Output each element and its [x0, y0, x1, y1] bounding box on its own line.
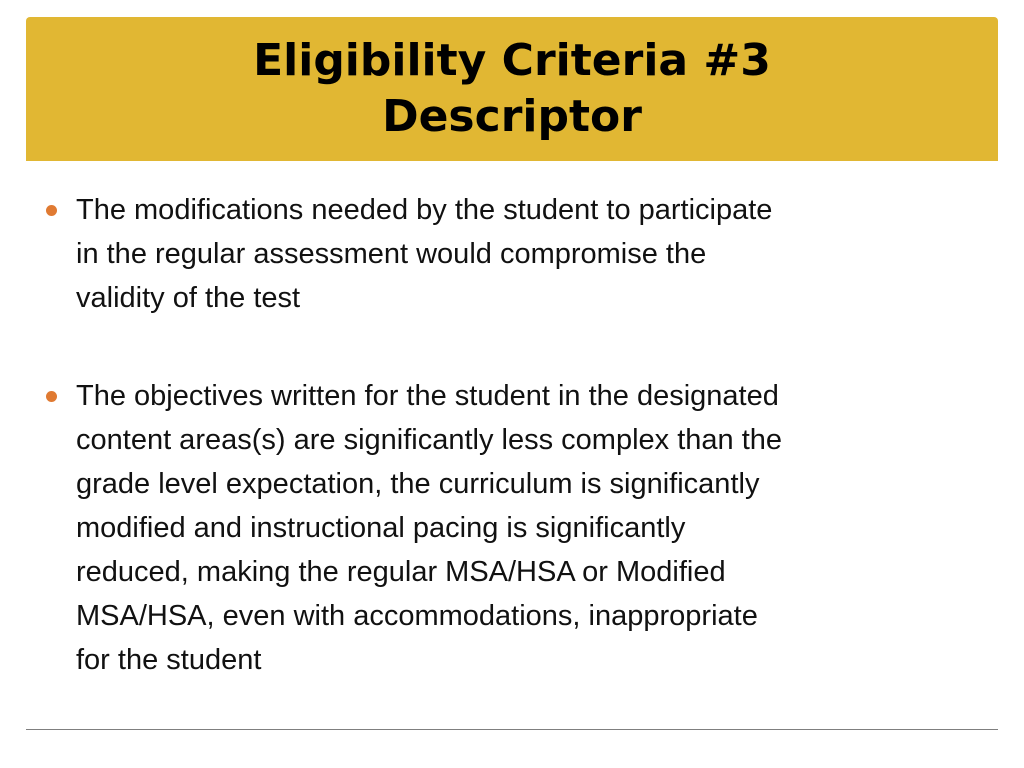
bullet-line: grade level expectation, the curriculum is significantly	[76, 468, 760, 500]
bullet-text	[76, 374, 782, 682]
bullet-list	[46, 188, 986, 736]
bullet-dot-icon	[46, 391, 57, 402]
bullet-item-objectives	[46, 374, 986, 682]
bullet-line: reduced, making the regular MSA/HSA or Modified	[76, 556, 726, 588]
bullet-line: The objectives written for the student in the designated	[76, 380, 779, 412]
title-band	[26, 17, 998, 161]
bullet-line: The modifications needed by the student to participate	[76, 194, 773, 226]
bullet-line: validity of the test	[76, 282, 301, 314]
bullet-dot-icon	[46, 205, 57, 216]
slide-title-line-2: Descriptor	[382, 91, 642, 142]
bullet-line: in the regular assessment would compromise the	[76, 238, 707, 270]
bottom-divider	[26, 729, 998, 730]
bullet-line: for the student	[76, 644, 262, 676]
bullet-line: MSA/HSA, even with accommodations, inappropriate	[76, 600, 758, 632]
slide-title-line-1: Eligibility Criteria #3	[253, 35, 771, 86]
bullet-text	[76, 188, 772, 320]
bullet-item-modifications	[46, 188, 986, 320]
bullet-line: modified and instructional pacing is significantly	[76, 512, 686, 544]
bullet-line: content areas(s) are significantly less complex than the	[76, 424, 783, 456]
